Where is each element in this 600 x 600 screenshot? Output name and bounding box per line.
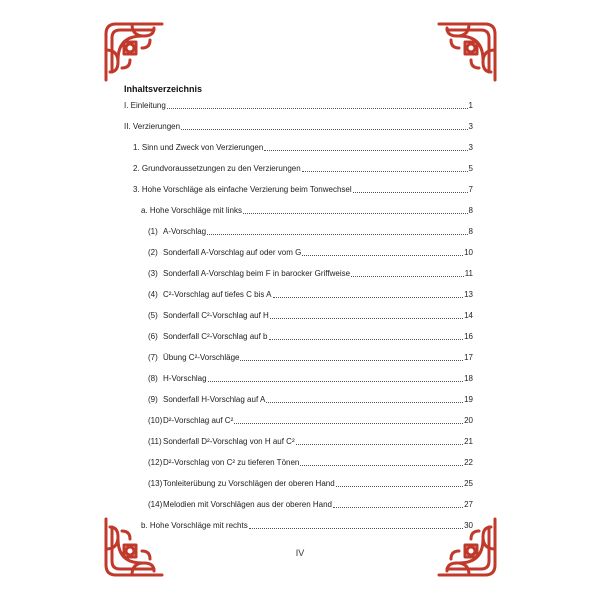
- toc-entry[interactable]: [133, 185, 473, 195]
- toc-page-number: 7: [468, 185, 473, 194]
- toc-entry-number: (3): [148, 269, 158, 278]
- toc-page-number: 22: [464, 458, 473, 467]
- toc-entry-label: Sonderfall C²-Vorschlag auf H: [163, 311, 269, 320]
- toc-entry[interactable]: [148, 416, 473, 426]
- toc-page-number: 13: [464, 290, 473, 299]
- toc-entry-label: Sonderfall A-Vorschlag beim F in barocker Griffweise: [163, 269, 351, 278]
- toc-entry-number: (13): [148, 479, 163, 488]
- toc-entry-label: A-Vorschlag: [163, 227, 207, 236]
- toc-entry-label: Sonderfall A-Vorschlag auf oder vom G: [163, 248, 302, 257]
- toc-leader-dots: [207, 234, 467, 235]
- toc-leader-dots: [302, 255, 463, 256]
- toc-entry[interactable]: [148, 332, 473, 342]
- toc-page-number: 30: [464, 521, 473, 530]
- toc-leader-dots: [273, 297, 464, 298]
- toc-leader-dots: [296, 444, 463, 445]
- celtic-knot-corner-icon: [435, 20, 499, 84]
- toc-entry-label: Sonderfall H-Vorschlag auf A: [163, 395, 266, 404]
- toc-entry-label: D²-Vorschlag von C² zu tieferen Tönen: [163, 458, 300, 467]
- toc-leader-dots: [269, 339, 464, 340]
- toc-entry-label: Sonderfall D²-Vorschlag von H auf C²: [163, 437, 295, 446]
- toc-leader-dots: [249, 528, 463, 529]
- toc-entry-number: (12): [148, 458, 163, 467]
- toc-leader-dots: [336, 486, 463, 487]
- toc-entry-label: D²-Vorschlag auf C²: [163, 416, 234, 425]
- toc-leader-dots: [234, 423, 463, 424]
- toc-entry-number: (11): [148, 437, 162, 446]
- toc-entry-label: Melodien mit Vorschlägen aus der oberen Hand: [163, 500, 332, 509]
- toc-page-number: 20: [464, 416, 473, 425]
- toc-entry-number: (9): [148, 395, 158, 404]
- toc-entry[interactable]: [148, 374, 473, 384]
- toc-entry[interactable]: [141, 521, 473, 531]
- toc-entry[interactable]: [141, 206, 473, 216]
- toc-page-number: 21: [464, 437, 473, 446]
- toc-page-number: 17: [464, 353, 473, 362]
- toc-entry[interactable]: [148, 227, 473, 237]
- toc-leader-dots: [351, 276, 464, 277]
- toc-page-number: 5: [468, 164, 473, 173]
- toc-leader-dots: [208, 381, 464, 382]
- toc-entry-number: (10): [148, 416, 163, 425]
- toc-page-number: 8: [468, 227, 473, 236]
- toc-entry-label: C²-Vorschlag auf tiefes C bis A: [163, 290, 272, 299]
- toc-leader-dots: [264, 150, 467, 151]
- toc-entry-number: (2): [148, 248, 158, 257]
- toc-entry-label: Sonderfall C²-Vorschlag auf b: [163, 332, 268, 341]
- toc-entry[interactable]: [148, 290, 473, 300]
- toc-page-number: 16: [464, 332, 473, 341]
- toc-entry-number: (14): [148, 500, 163, 509]
- toc-title: Inhaltsverzeichnis: [124, 84, 203, 94]
- toc-entry[interactable]: [133, 164, 473, 174]
- celtic-knot-corner-icon: [102, 20, 166, 84]
- toc-entry-number: (1): [148, 227, 158, 236]
- toc-leader-dots: [243, 213, 468, 214]
- toc-entry-label: H-Vorschlag: [163, 374, 207, 383]
- toc-entry-label: Übung C²-Vorschläge: [163, 353, 240, 362]
- toc-entry-label: Tonleiterübung zu Vorschlägen der oberen Hand: [163, 479, 335, 488]
- toc-page-number: 8: [468, 206, 473, 215]
- toc-entry-label: II. Verzierungen: [124, 122, 181, 131]
- toc-entry[interactable]: [148, 500, 473, 510]
- toc-page-number: 1: [468, 101, 473, 110]
- page-number: IV: [295, 548, 305, 558]
- toc-entry-label: b. Hohe Vorschläge mit rechts: [141, 521, 248, 530]
- toc-entry-number: (6): [148, 332, 158, 341]
- toc-page-number: 14: [464, 311, 473, 320]
- toc-entry[interactable]: [148, 248, 473, 258]
- toc-entry-number: (4): [148, 290, 158, 299]
- toc-entry[interactable]: [148, 437, 473, 447]
- toc-leader-dots: [333, 507, 463, 508]
- toc-entry[interactable]: [124, 122, 473, 132]
- toc-entry[interactable]: [133, 143, 473, 153]
- toc-entry-label: 2. Grundvoraussetzungen zu den Verzierungen: [133, 164, 301, 173]
- toc-page-number: 3: [468, 122, 473, 131]
- toc-page-number: 25: [464, 479, 473, 488]
- toc-page-number: 3: [468, 143, 473, 152]
- toc-leader-dots: [181, 129, 468, 130]
- toc-entry-number: (8): [148, 374, 158, 383]
- toc-page-number: 18: [464, 374, 473, 383]
- toc-entry-label: a. Hohe Vorschläge mit links: [141, 206, 242, 215]
- toc-entry[interactable]: [148, 458, 473, 468]
- toc-entry-label: I. Einleitung: [124, 101, 166, 110]
- toc-page-number: 27: [464, 500, 473, 509]
- toc-leader-dots: [240, 360, 463, 361]
- toc-leader-dots: [353, 192, 468, 193]
- toc-entry[interactable]: [148, 269, 473, 279]
- toc-leader-dots: [266, 402, 463, 403]
- toc-page-number: 11: [464, 269, 473, 278]
- toc-entry[interactable]: [148, 395, 473, 405]
- toc-leader-dots: [302, 171, 468, 172]
- toc-page-number: 10: [464, 248, 473, 257]
- toc-entry-number: (5): [148, 311, 158, 320]
- toc-leader-dots: [270, 318, 463, 319]
- toc-entry[interactable]: [148, 479, 473, 489]
- toc-leader-dots: [167, 108, 468, 109]
- toc-page-number: 19: [464, 395, 473, 404]
- toc-entry[interactable]: [124, 101, 473, 111]
- toc-entry-label: 1. Sinn und Zweck von Verzierungen: [133, 143, 264, 152]
- toc-entry-label: 3. Hohe Vorschläge als einfache Verzierung beim Tonwechsel: [133, 185, 352, 194]
- toc-entry[interactable]: [148, 311, 473, 321]
- toc-entry[interactable]: [148, 353, 473, 363]
- toc-entry-number: (7): [148, 353, 158, 362]
- toc-leader-dots: [300, 465, 463, 466]
